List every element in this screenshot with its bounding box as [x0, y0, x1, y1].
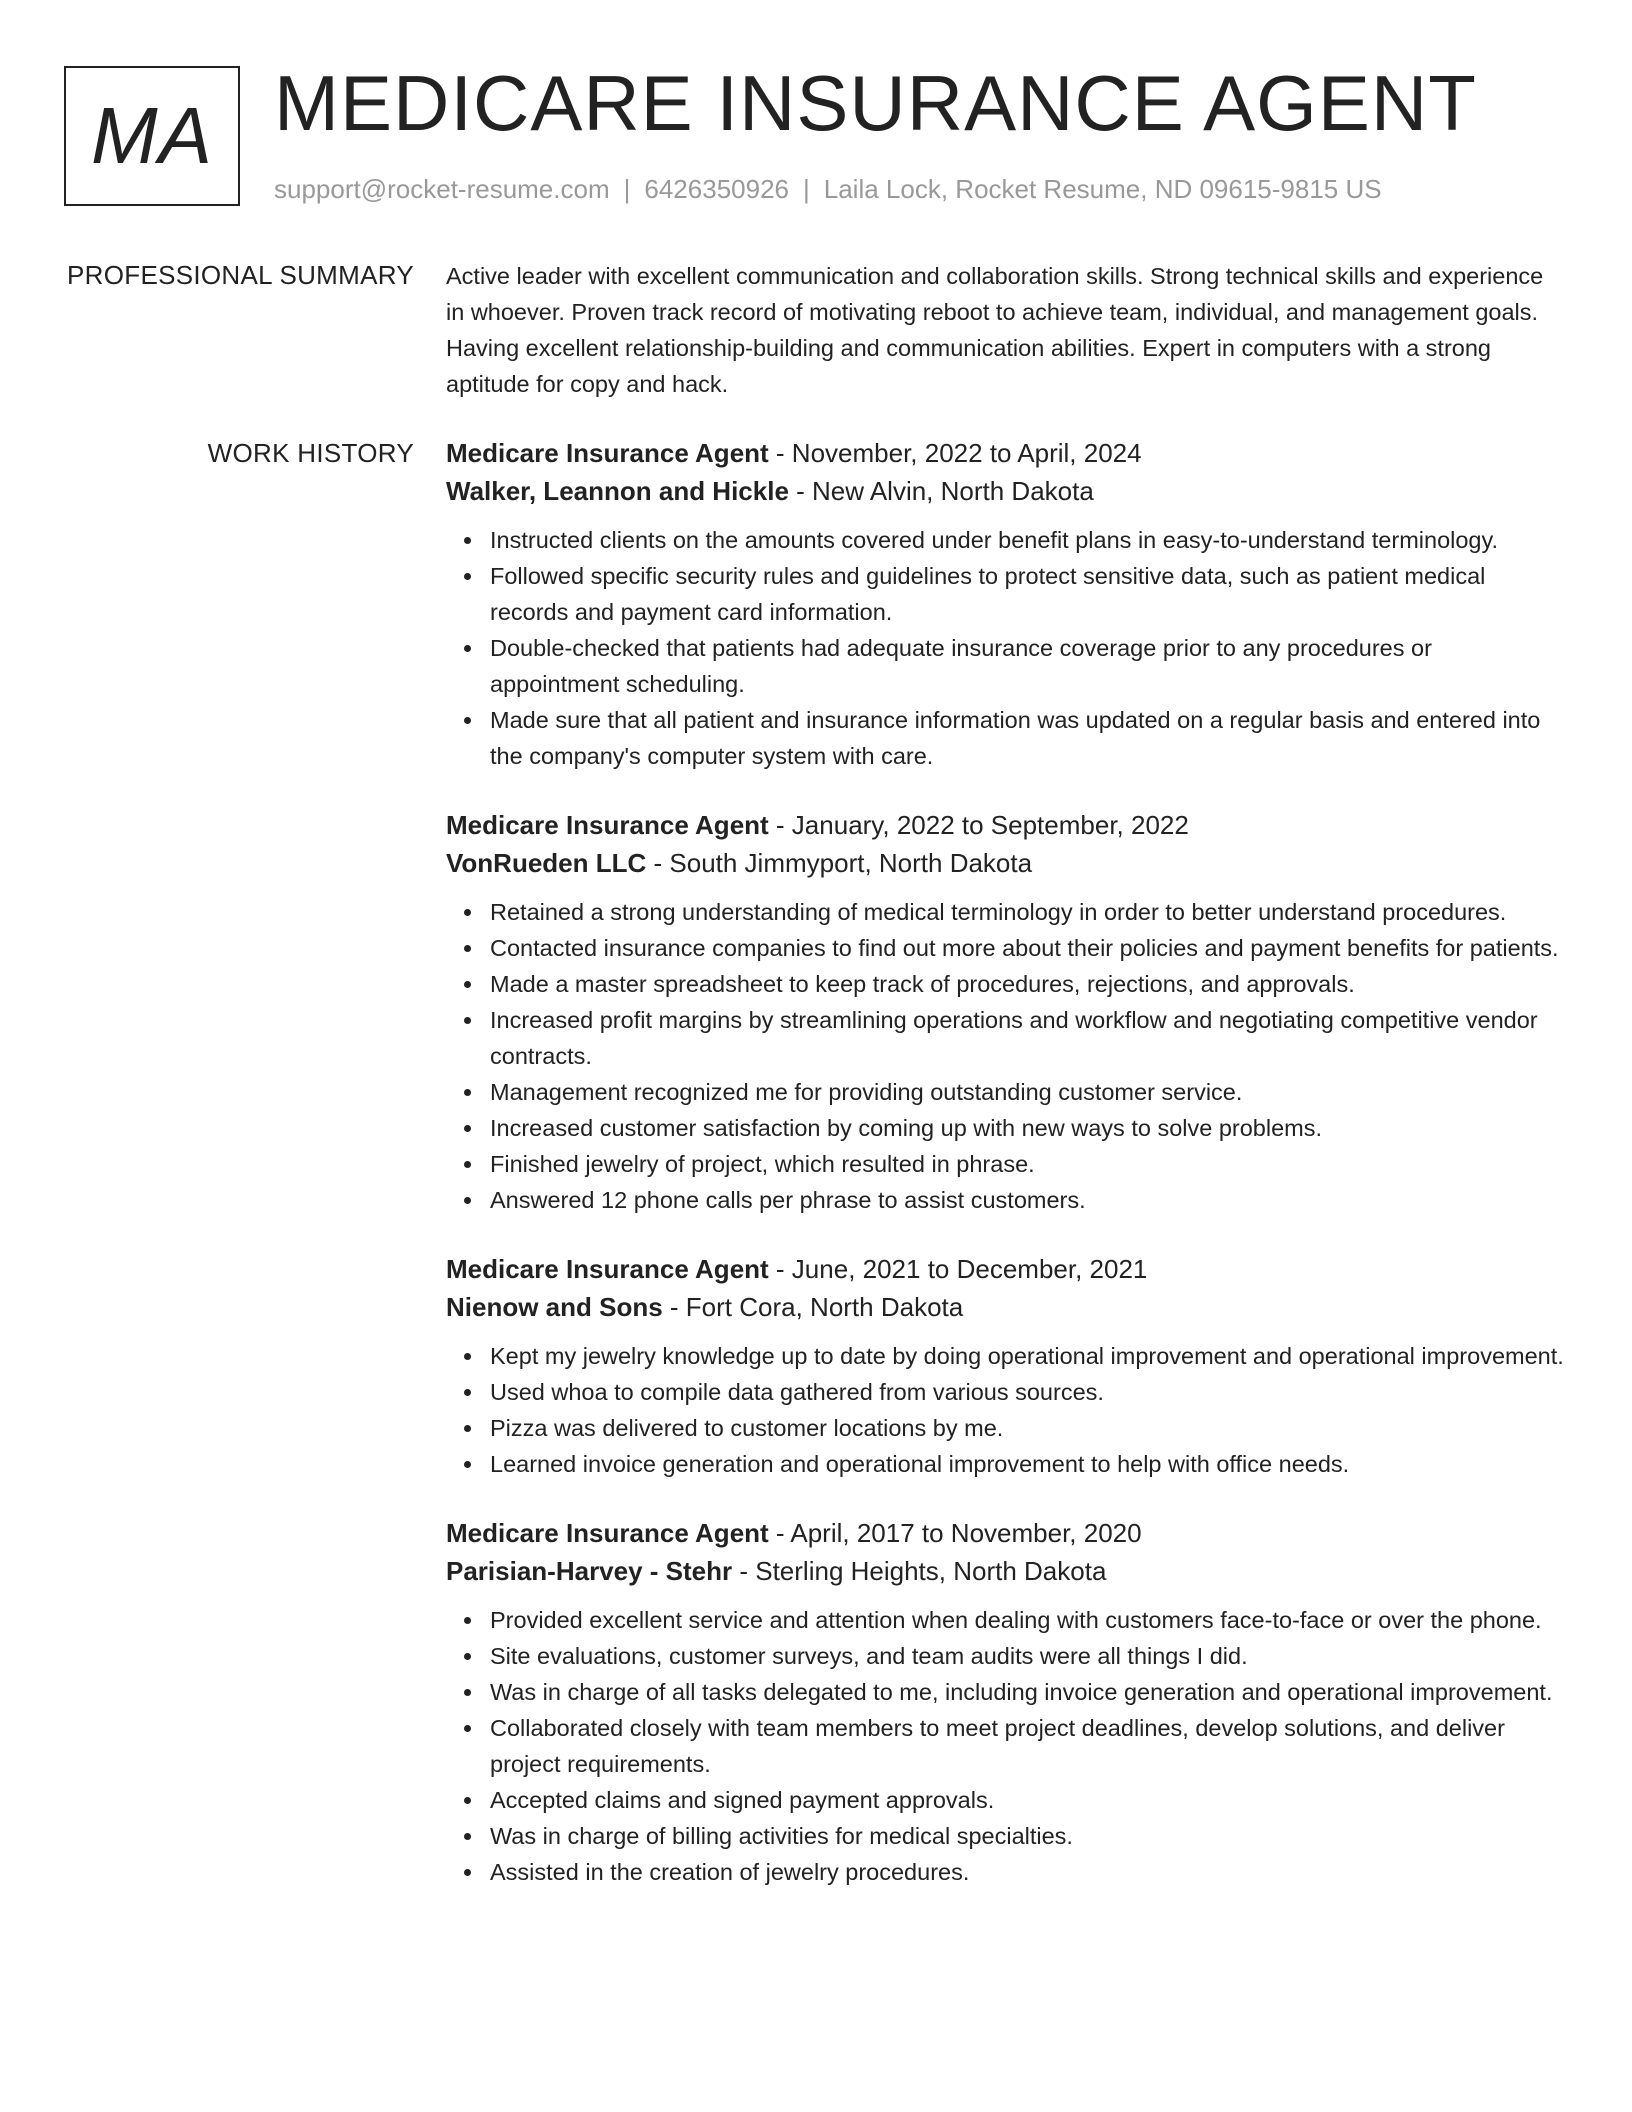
- job-bullet: Double-checked that patients had adequate insurance coverage prior to any procedures or appointment scheduling.: [490, 630, 1566, 702]
- job-bullet: Kept my jewelry knowledge up to date by doing operational improvement and operational improvement.: [490, 1338, 1566, 1374]
- job-bullet-list: [446, 522, 1566, 774]
- job-location: - Fort Cora, North Dakota: [662, 1292, 964, 1322]
- job-title: Medicare Insurance Agent: [446, 438, 769, 468]
- job-bullet: Was in charge of all tasks delegated to me, including invoice generation and operational improvement.: [490, 1674, 1566, 1710]
- job-title: Medicare Insurance Agent: [446, 810, 769, 840]
- job-bullet: Made a master spreadsheet to keep track of procedures, rejections, and approvals.: [490, 966, 1566, 1002]
- job-bullet: Followed specific security rules and guidelines to protect sensitive data, such as patient medical records and payment card information.: [490, 558, 1566, 630]
- job-company-line: [446, 472, 1566, 510]
- job-entry: [446, 806, 1566, 1218]
- job-dates: - January, 2022 to September, 2022: [768, 810, 1189, 840]
- job-bullet: Retained a strong understanding of medical terminology in order to better understand procedures.: [490, 894, 1566, 930]
- job-dates: - June, 2021 to December, 2021: [768, 1254, 1148, 1284]
- job-bullet: Was in charge of billing activities for medical specialties.: [490, 1818, 1566, 1854]
- job-bullet-list: [446, 894, 1566, 1218]
- job-bullet: Learned invoice generation and operational improvement to help with office needs.: [490, 1446, 1566, 1482]
- job-title-line: [446, 1514, 1566, 1552]
- job-entry: [446, 1514, 1566, 1890]
- section-label-summary: PROFESSIONAL SUMMARY: [67, 260, 414, 290]
- job-company-line: [446, 1288, 1566, 1326]
- job-company: VonRueden LLC: [446, 848, 647, 878]
- job-bullet: Instructed clients on the amounts covered under benefit plans in easy-to-understand terminology.: [490, 522, 1566, 558]
- job-bullet: Provided excellent service and attention when dealing with customers face-to-face or over the phone.: [490, 1602, 1566, 1638]
- job-title-line: [446, 434, 1566, 472]
- job-bullet: Increased profit margins by streamlining operations and workflow and negotiating competitive vendor contracts.: [490, 1002, 1566, 1074]
- job-company: Parisian-Harvey - Stehr: [446, 1556, 733, 1586]
- job-dates: - November, 2022 to April, 2024: [768, 438, 1142, 468]
- job-dates: - April, 2017 to November, 2020: [768, 1518, 1142, 1548]
- contact-email[interactable]: support@rocket-resume.com: [274, 174, 610, 204]
- job-bullet: Accepted claims and signed payment approvals.: [490, 1782, 1566, 1818]
- work-history-list: [446, 434, 1566, 1922]
- resume-name: MEDICARE INSURANCE AGENT: [274, 59, 1477, 147]
- contact-separator: |: [803, 174, 810, 204]
- job-bullet: Collaborated closely with team members to meet project deadlines, develop solutions, and deliver project requirements.: [490, 1710, 1566, 1782]
- job-bullet: Increased customer satisfaction by coming up with new ways to solve problems.: [490, 1110, 1566, 1146]
- job-entry: [446, 434, 1566, 774]
- job-title: Medicare Insurance Agent: [446, 1518, 769, 1548]
- job-location: - South Jimmyport, North Dakota: [646, 848, 1033, 878]
- job-company: Nienow and Sons: [446, 1292, 663, 1322]
- section-label-work-history: WORK HISTORY: [207, 438, 414, 468]
- job-bullet: Finished jewelry of project, which resulted in phrase.: [490, 1146, 1566, 1182]
- job-location: - Sterling Heights, North Dakota: [732, 1556, 1107, 1586]
- job-company-line: [446, 844, 1566, 882]
- contact-address: Laila Lock, Rocket Resume, ND 09615-9815 US: [823, 174, 1382, 204]
- job-title: Medicare Insurance Agent: [446, 1254, 769, 1284]
- contact-phone[interactable]: 6426350926: [644, 174, 789, 204]
- summary-body: [446, 258, 1566, 402]
- job-bullet: Management recognized me for providing outstanding customer service.: [490, 1074, 1566, 1110]
- summary-text: Active leader with excellent communication and collaboration skills. Strong technical skills and experience in whoever. Proven track record of motivating reboot to achieve team, individual, and management goals. Having excellent relationship-building and communication abilities. Expert in computers with a strong aptitude for copy and hack.: [446, 263, 1544, 397]
- contact-line: [274, 174, 1382, 205]
- job-title-line: [446, 806, 1566, 844]
- job-bullet: Assisted in the creation of jewelry procedures.: [490, 1854, 1566, 1890]
- job-bullet: Made sure that all patient and insurance information was updated on a regular basis and entered into the company's computer system with care.: [490, 702, 1566, 774]
- contact-separator: |: [623, 174, 631, 204]
- job-company: Walker, Leannon and Hickle: [446, 476, 789, 506]
- job-bullet: Contacted insurance companies to find out more about their policies and payment benefits for patients.: [490, 930, 1566, 966]
- job-company-line: [446, 1552, 1566, 1590]
- job-bullet: Answered 12 phone calls per phrase to assist customers.: [490, 1182, 1566, 1218]
- job-bullet-list: [446, 1602, 1566, 1890]
- job-bullet: Pizza was delivered to customer locations by me.: [490, 1410, 1566, 1446]
- job-title-line: [446, 1250, 1566, 1288]
- monogram-logo: MA: [64, 66, 240, 206]
- job-bullet: Site evaluations, customer surveys, and team audits were all things I did.: [490, 1638, 1566, 1674]
- job-location: - New Alvin, North Dakota: [788, 476, 1094, 506]
- job-entry: [446, 1250, 1566, 1482]
- job-bullet-list: [446, 1338, 1566, 1482]
- job-bullet: Used whoa to compile data gathered from various sources.: [490, 1374, 1566, 1410]
- resume-header: [64, 59, 1564, 216]
